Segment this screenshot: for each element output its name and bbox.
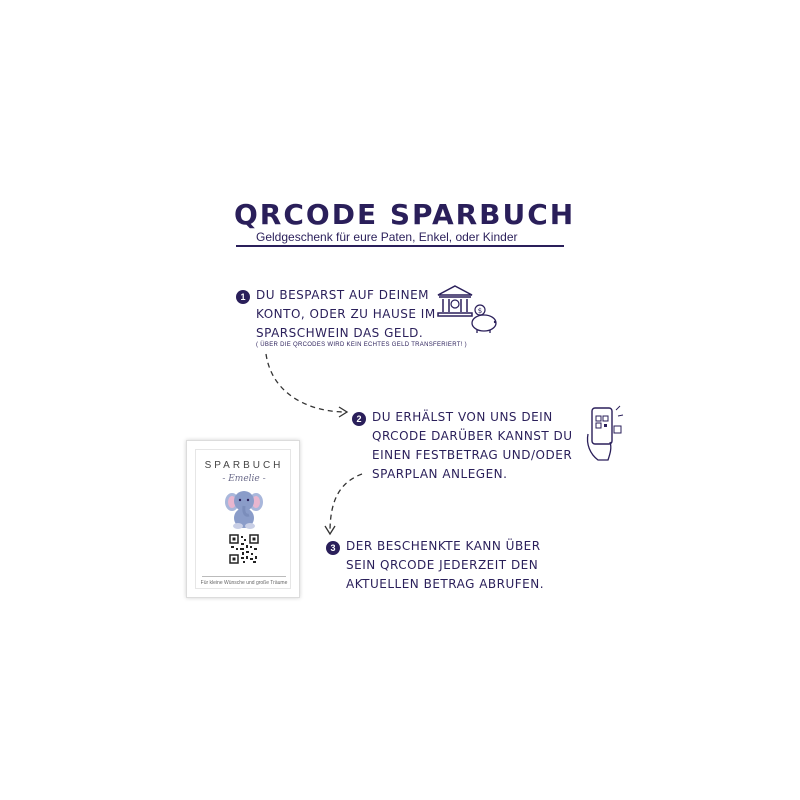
page-subtitle: Geldgeschenk für eure Paten, Enkel, oder Kinder: [256, 230, 518, 244]
step-1-line-2: KONTO, ODER ZU HAUSE IM: [256, 307, 436, 321]
step-2-number: 2: [352, 412, 366, 426]
step-3-line-2: SEIN QRCODE JEDERZEIT DEN: [346, 558, 539, 572]
dashed-arrow-2: [318, 470, 368, 542]
card-divider: [202, 576, 286, 577]
sparbuch-card-inner: [195, 449, 291, 589]
qr-code-icon: [229, 534, 259, 564]
step-2-line-3: EINEN FESTBETRAG UND/ODER: [372, 448, 573, 462]
step-1-line-1: DU BESPARST AUF DEINEM: [256, 288, 430, 302]
phone-qr-scan-icon: [584, 404, 626, 464]
page-title: QRCODE SPARBUCH: [234, 198, 576, 231]
step-1-line-3: SPARSCHWEIN DAS GELD.: [256, 326, 424, 340]
elephant-icon: [224, 488, 264, 530]
piggy-bank-icon: [466, 304, 500, 334]
dashed-arrow-1: [260, 350, 360, 425]
title-underline: [236, 245, 564, 247]
step-3-number: 3: [326, 541, 340, 555]
card-title: SPARBUCH: [204, 460, 284, 471]
card-name: - Emelie -: [222, 474, 266, 484]
step-1-note: ( ÜBER DIE QRCODES WIRD KEIN ECHTES GELD TRANSFERIERT! ): [256, 342, 467, 348]
step-2-line-2: QRCODE DARÜBER KANNST DU: [372, 429, 573, 443]
step-3-line-3: AKTUELLEN BETRAG ABRUFEN.: [346, 577, 545, 591]
step-1-number: 1: [236, 290, 250, 304]
svg-text:$: $: [477, 307, 483, 315]
step-2-line-1: DU ERHÄLST VON UNS DEIN: [372, 410, 553, 424]
sparbuch-card: [186, 440, 300, 598]
card-footer: Für kleine Wünsche und große Träume: [200, 580, 288, 586]
step-2-line-4: SPARPLAN ANLEGEN.: [372, 467, 508, 481]
step-3-line-1: DER BESCHENKTE KANN ÜBER: [346, 539, 541, 553]
